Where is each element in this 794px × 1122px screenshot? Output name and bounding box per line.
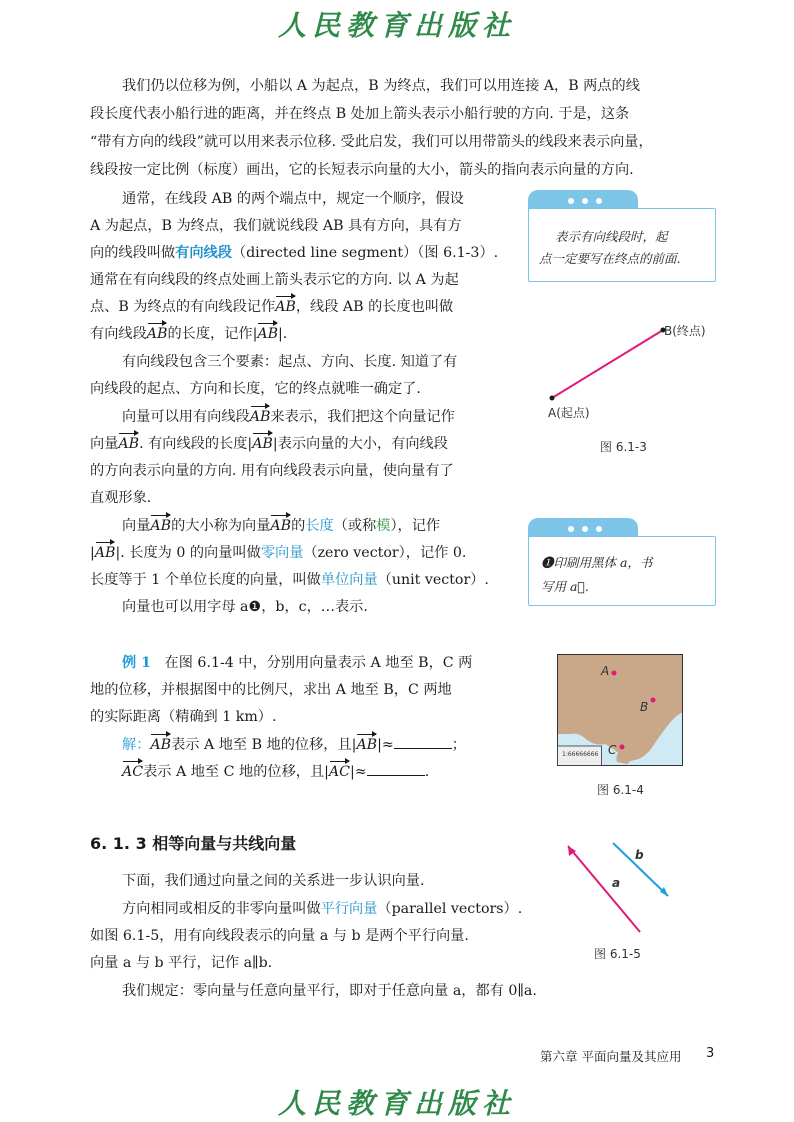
point-a — [612, 671, 617, 676]
point-a — [550, 396, 555, 401]
example-line: 地的位移，并根据图中的比例尺，求出 A 地至 B，C 两地 — [90, 682, 452, 698]
term-unit-vector: 单位向量 — [320, 572, 378, 588]
solution-line — [122, 761, 429, 782]
paragraph-line: “带有方向的线段”就可以用来表示位移. 受此启发，我们可以用带箭头的线段来表示向量， — [90, 134, 653, 150]
term-length: 长度 — [305, 518, 334, 534]
paragraph-line: 如图 6.1-5，用有向线段表示的向量 a 与 b 是两个平行向量. — [90, 928, 469, 944]
text-span: |. — [278, 326, 288, 342]
text-span: |≈ — [377, 737, 394, 753]
directed-segment-ab — [552, 330, 663, 398]
map-scale: 1:66666666 — [562, 751, 599, 758]
paragraph-line: 直观形象. — [90, 490, 152, 506]
example-line: 的实际距离（精确到 1 km）. — [90, 709, 277, 725]
paragraph-line — [90, 570, 489, 590]
paragraph-line: 段长度代表小船行进的距离，并在终点 B 处加上箭头表示小船行驶的方向. 于是，这条 — [90, 106, 630, 122]
text-span: 有向线段 — [90, 326, 147, 342]
text-span: 来表示，我们把这个向量记作 — [270, 409, 455, 425]
paragraph-line — [122, 899, 522, 919]
note-text: 点一定要写在终点的前面. — [539, 251, 681, 266]
vector-ab: AB — [356, 737, 378, 753]
solution-line — [122, 734, 466, 755]
text-span: 向量可以用有向线段 — [122, 409, 250, 425]
term-directed-segment: 有向线段 — [175, 245, 232, 261]
text-span: 在图 6.1-4 中，分别用向量表示 A 地至 B，C 两 — [164, 655, 473, 671]
vector-ab: AB — [257, 326, 279, 342]
paragraph-line — [90, 243, 498, 263]
text-span: 的大小称为向量 — [171, 518, 271, 534]
text-span: 点、B 为终点的有向线段记作 — [90, 299, 276, 315]
paragraph-line: A 为起点，B 为终点，我们就说线段 AB 具有方向，具有方 — [90, 218, 462, 234]
header-logo: 人民教育出版社 — [277, 9, 516, 42]
paragraph-line — [122, 407, 455, 427]
paragraph-line: 有向线段包含三个要素：起点、方向、长度. 知道了有 — [122, 354, 458, 370]
term-parallel-vectors: 平行向量 — [320, 901, 378, 917]
note-box — [528, 208, 716, 282]
text-span: |. 长度为 0 的向量叫做 — [115, 545, 261, 561]
answer-blank[interactable] — [394, 734, 452, 749]
paragraph-line: 通常在有向线段的终点处画上箭头表示它的方向. 以 A 为起 — [90, 272, 459, 288]
figure-caption: 图 6.1-5 — [594, 947, 641, 961]
paragraph-line: 的方向表示向量的方向. 用有向线段表示向量，使向量有了 — [90, 463, 454, 479]
vector-ab: AB — [150, 518, 172, 534]
text-span: 长度等于 1 个单位长度的向量，叫做 — [90, 572, 321, 588]
text-span: |≈ — [350, 764, 367, 780]
footnote-text: ❶印刷用黑体 a，书 — [541, 555, 653, 570]
text-span: . 有向线段的长度| — [139, 436, 253, 452]
paragraph-line — [90, 297, 453, 317]
paragraph-line: 通常，在线段 AB 的两个端点中，规定一个顺序，假设 — [122, 191, 464, 207]
term-modulus: 模 — [376, 518, 391, 534]
label-vector-b: b — [635, 848, 644, 862]
note-text: 表示有向线段时，起 — [555, 229, 668, 244]
page-number: 3 — [706, 1046, 715, 1061]
vector-ac: AC — [328, 764, 351, 780]
vector-ab: AB — [150, 737, 172, 753]
paragraph-line: 向线段的起点、方向和长度，它的终点就唯一确定了. — [90, 381, 421, 397]
map-label-c: C — [608, 743, 617, 757]
map-label-a: A — [601, 664, 610, 678]
figure-6-1-5 — [560, 836, 680, 946]
text-span: 向的线段叫做 — [90, 245, 176, 261]
text-span: ，线段 AB 的长度也叫做 — [295, 299, 454, 315]
text-span: 方向相同或相反的非零向量叫做 — [122, 901, 321, 917]
sidebox-tab — [528, 518, 638, 538]
text-span: （zero vector），记作 0. — [303, 545, 467, 561]
tab-dot — [568, 198, 574, 204]
text-span: 表示 A 地至 B 地的位移，且| — [171, 737, 357, 753]
label-vector-a: a — [612, 876, 621, 890]
text-span: 向量 — [90, 436, 119, 452]
vector-ab: AB — [252, 436, 273, 452]
text-span: 表示 A 地至 C 地的位移，且| — [143, 764, 329, 780]
figure-caption: 图 6.1-4 — [597, 783, 644, 797]
paragraph-line — [90, 434, 448, 454]
paragraph-line — [122, 516, 440, 536]
vector-ab: AB — [146, 326, 168, 342]
vector-ac: AC — [122, 764, 144, 780]
footer-logo: 人民教育出版社 — [277, 1087, 516, 1120]
paragraph-line: 向量也可以用字母 a❶，b，c，…表示. — [122, 599, 368, 615]
text-span: |表示向量的大小，有向线段 — [272, 436, 448, 452]
text-span: （unit vector）. — [377, 572, 489, 588]
example-line — [122, 653, 472, 673]
chapter-footer: 第六章 平面向量及其应用 — [540, 1049, 682, 1064]
tab-dot — [596, 526, 602, 532]
map-label-b: B — [640, 700, 649, 714]
tab-dot — [582, 198, 588, 204]
label-a-start: A(起点) — [548, 406, 590, 420]
paragraph-line: 向量 a 与 b 平行，记作 a∥b. — [90, 955, 273, 971]
paragraph-line: 我们规定：零向量与任意向量平行，即对于任意向量 a，都有 0∥a. — [122, 983, 537, 999]
paragraph-line: 下面，我们通过向量之间的关系进一步认识向量. — [122, 873, 425, 889]
vector-ab: AB — [270, 518, 292, 534]
vector-ab: AB — [118, 436, 140, 452]
sidebox-tab — [528, 190, 638, 210]
answer-blank[interactable] — [367, 761, 425, 776]
figure-caption: 图 6.1-3 — [600, 440, 647, 454]
section-heading: 6. 1. 3 相等向量与共线向量 — [90, 834, 297, 853]
point-c — [620, 745, 625, 750]
text-span: 的 — [291, 518, 306, 534]
text-span: ），记作 — [390, 518, 441, 534]
text-span: （parallel vectors）. — [377, 901, 523, 917]
solution-label: 解： — [122, 737, 151, 753]
text-span: 向量 — [122, 518, 151, 534]
vector-ab: AB — [94, 545, 116, 561]
figure-6-1-4-map — [557, 654, 683, 766]
text-span: （directed line segment）（图 6.1-3）. — [231, 245, 499, 261]
text-span: ； — [451, 737, 466, 753]
footnote-box — [528, 536, 716, 606]
paragraph-line: 线段按一定比例（标度）画出，它的长短表示向量的大小，箭头的指向表示向量的方向. — [90, 162, 634, 178]
paragraph-line — [90, 543, 466, 563]
vector-ab: AB — [249, 409, 271, 425]
text-span: . — [424, 764, 430, 780]
example-label: 例 1 — [122, 655, 151, 671]
text-span: | — [90, 545, 95, 561]
vector-ab: AB — [275, 299, 296, 315]
text-span: 的长度，记作| — [167, 326, 258, 342]
tab-dot — [568, 526, 574, 532]
paragraph-line: 我们仍以位移为例，小船以 A 为起点，B 为终点，我们可以用连接 A，B 两点的线 — [122, 78, 640, 94]
term-zero-vector: 零向量 — [260, 545, 304, 561]
label-b-end: B(终点) — [664, 324, 706, 338]
footnote-text: 写用 a⃗. — [541, 579, 589, 594]
tab-dot — [582, 526, 588, 532]
tab-dot — [596, 198, 602, 204]
point-b — [651, 698, 656, 703]
paragraph-line — [90, 324, 287, 344]
text-span: （或称 — [333, 518, 377, 534]
